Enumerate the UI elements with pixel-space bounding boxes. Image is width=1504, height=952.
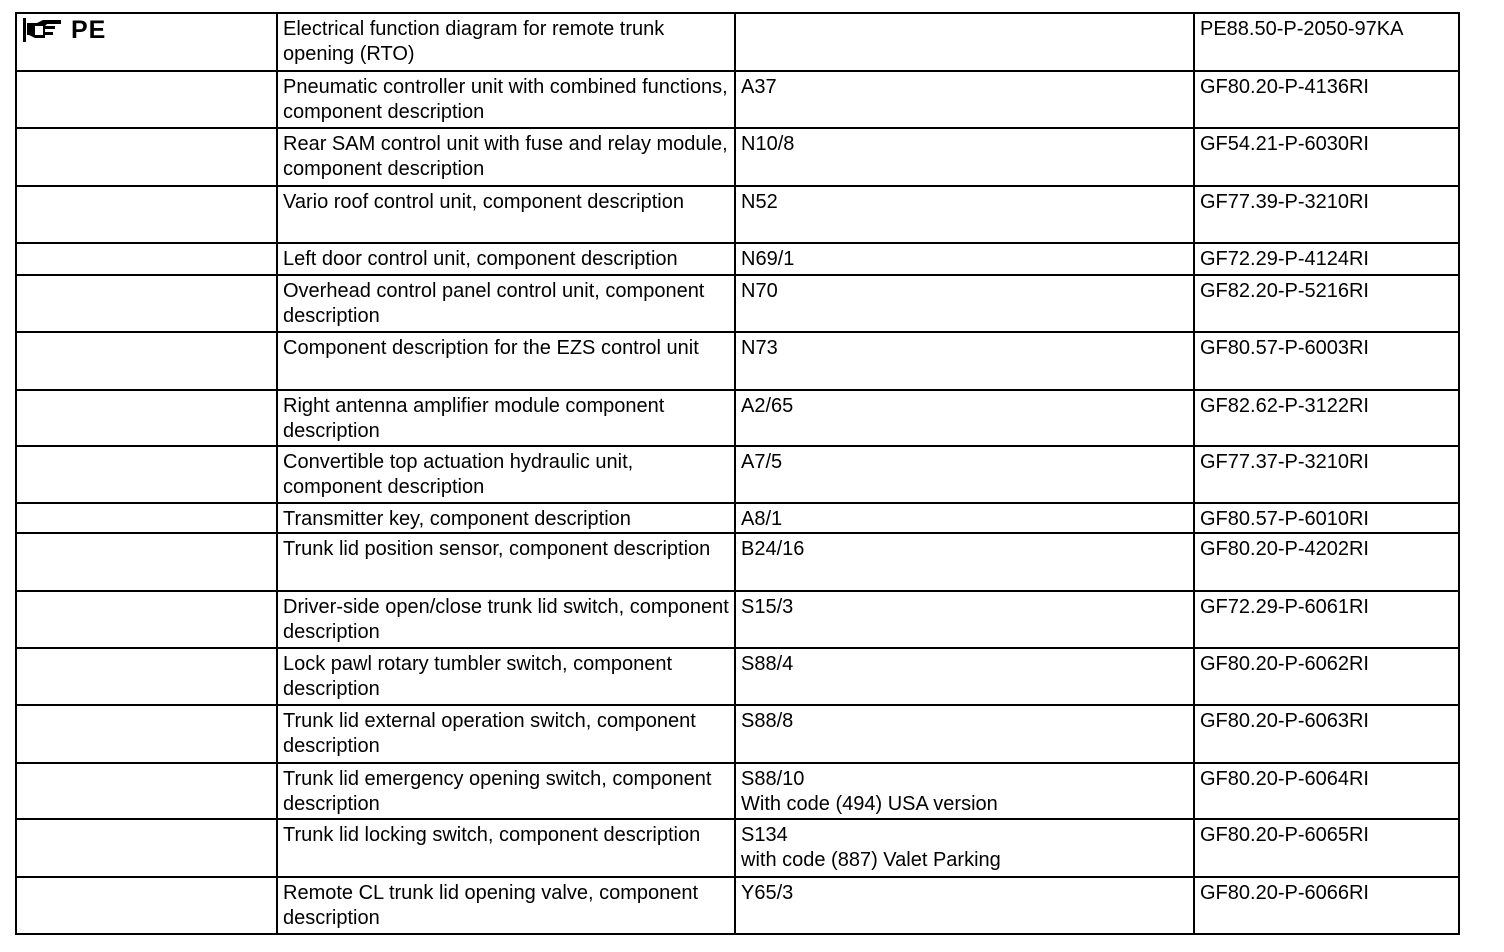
document-cell[interactable]: GF72.29-P-4124RI	[1194, 243, 1459, 275]
component-code: A7/5	[741, 451, 783, 473]
component-code: N10/8	[741, 133, 795, 155]
document-cell[interactable]: PE88.50-P-2050-97KA	[1194, 13, 1459, 71]
document-cell[interactable]: GF80.20-P-6065RI	[1194, 819, 1459, 877]
description-cell: Trunk lid external operation switch, component description	[277, 705, 735, 763]
table-row	[16, 533, 1459, 591]
description-cell: Convertible top actuation hydraulic unit, component description	[277, 446, 735, 503]
component-code: S134	[741, 824, 788, 846]
empty-cell	[16, 705, 277, 763]
code-cell	[735, 591, 1194, 648]
table-row	[16, 446, 1459, 503]
component-code: B24/16	[741, 538, 805, 560]
component-code: N69/1	[741, 248, 795, 270]
document-cell[interactable]: GF80.20-P-6063RI	[1194, 705, 1459, 763]
table-row	[16, 819, 1459, 877]
description-cell: Right antenna amplifier module component description	[277, 390, 735, 446]
document-cell[interactable]: GF80.20-P-6062RI	[1194, 648, 1459, 705]
empty-cell	[16, 648, 277, 705]
component-code: Y65/3	[741, 882, 794, 904]
empty-cell	[16, 819, 277, 877]
description-cell: Transmitter key, component description	[277, 503, 735, 533]
description-cell: Pneumatic controller unit with combined functions, component description	[277, 71, 735, 128]
code-cell	[735, 243, 1194, 275]
table-row	[16, 390, 1459, 446]
code-cell	[735, 128, 1194, 186]
empty-cell	[16, 763, 277, 819]
table-row	[16, 503, 1459, 533]
table-row	[16, 71, 1459, 128]
table-row	[16, 705, 1459, 763]
empty-cell	[16, 877, 277, 934]
code-cell	[735, 275, 1194, 332]
table-row	[16, 648, 1459, 705]
code-cell	[735, 390, 1194, 446]
table-row	[16, 243, 1459, 275]
component-code: N70	[741, 280, 778, 302]
component-code: N73	[741, 337, 778, 359]
document-cell[interactable]: GF54.21-P-6030RI	[1194, 128, 1459, 186]
code-cell	[735, 332, 1194, 390]
code-cell	[735, 71, 1194, 128]
table-row	[16, 186, 1459, 243]
description-cell: Vario roof control unit, component description	[277, 186, 735, 243]
component-code: S88/10	[741, 768, 805, 790]
section-tag: PE	[71, 15, 107, 44]
empty-cell	[16, 446, 277, 503]
code-cell	[735, 705, 1194, 763]
table-row	[16, 275, 1459, 332]
code-cell	[735, 186, 1194, 243]
document-cell[interactable]: GF82.20-P-5216RI	[1194, 275, 1459, 332]
document-cell[interactable]: GF77.39-P-3210RI	[1194, 186, 1459, 243]
description-cell: Driver-side open/close trunk lid switch, component description	[277, 591, 735, 648]
document-cell[interactable]: GF80.20-P-6064RI	[1194, 763, 1459, 819]
code-cell	[735, 648, 1194, 705]
code-cell	[735, 13, 1194, 71]
component-code: N52	[741, 191, 778, 213]
component-code: A8/1	[741, 508, 783, 530]
document-cell[interactable]: GF80.20-P-4202RI	[1194, 533, 1459, 591]
empty-cell	[16, 275, 277, 332]
description-cell: Remote CL trunk lid opening valve, component description	[277, 877, 735, 934]
document-cell[interactable]: GF72.29-P-6061RI	[1194, 591, 1459, 648]
document-cell[interactable]: GF80.57-P-6010RI	[1194, 503, 1459, 533]
document-cell[interactable]: GF80.20-P-6066RI	[1194, 877, 1459, 934]
component-reference-table	[15, 12, 1460, 935]
code-note: With code (494) USA version	[741, 793, 998, 815]
empty-cell	[16, 332, 277, 390]
pointing-hand-icon	[21, 17, 67, 43]
document-cell[interactable]: GF80.57-P-6003RI	[1194, 332, 1459, 390]
table-row	[16, 332, 1459, 390]
document-cell[interactable]: GF80.20-P-4136RI	[1194, 71, 1459, 128]
code-cell	[735, 533, 1194, 591]
empty-cell	[16, 243, 277, 275]
description-cell: Lock pawl rotary tumbler switch, component description	[277, 648, 735, 705]
description-cell: Trunk lid position sensor, component description	[277, 533, 735, 591]
table-row	[16, 877, 1459, 934]
code-cell	[735, 877, 1194, 934]
empty-cell	[16, 591, 277, 648]
empty-cell	[16, 503, 277, 533]
empty-cell	[16, 71, 277, 128]
component-code: A37	[741, 76, 777, 98]
component-code: S15/3	[741, 596, 794, 618]
description-cell: Electrical function diagram for remote trunk opening (RTO)	[277, 13, 735, 71]
table-row	[16, 763, 1459, 819]
description-cell: Trunk lid emergency opening switch, component description	[277, 763, 735, 819]
code-cell	[735, 503, 1194, 533]
section-tag-cell	[16, 13, 277, 71]
component-code: S88/8	[741, 710, 794, 732]
description-cell: Overhead control panel control unit, component description	[277, 275, 735, 332]
component-code: A2/65	[741, 395, 794, 417]
description-cell: Rear SAM control unit with fuse and relay module, component description	[277, 128, 735, 186]
code-note: with code (887) Valet Parking	[741, 849, 1001, 871]
document-cell[interactable]: GF82.62-P-3122RI	[1194, 390, 1459, 446]
description-cell: Left door control unit, component description	[277, 243, 735, 275]
description-cell: Component description for the EZS control unit	[277, 332, 735, 390]
code-cell	[735, 819, 1194, 877]
code-cell	[735, 446, 1194, 503]
empty-cell	[16, 128, 277, 186]
code-cell	[735, 763, 1194, 819]
empty-cell	[16, 533, 277, 591]
description-cell: Trunk lid locking switch, component description	[277, 819, 735, 877]
empty-cell	[16, 186, 277, 243]
table-row	[16, 13, 1459, 71]
document-cell[interactable]: GF77.37-P-3210RI	[1194, 446, 1459, 503]
component-code: S88/4	[741, 653, 794, 675]
empty-cell	[16, 390, 277, 446]
table-row	[16, 591, 1459, 648]
table-row	[16, 128, 1459, 186]
